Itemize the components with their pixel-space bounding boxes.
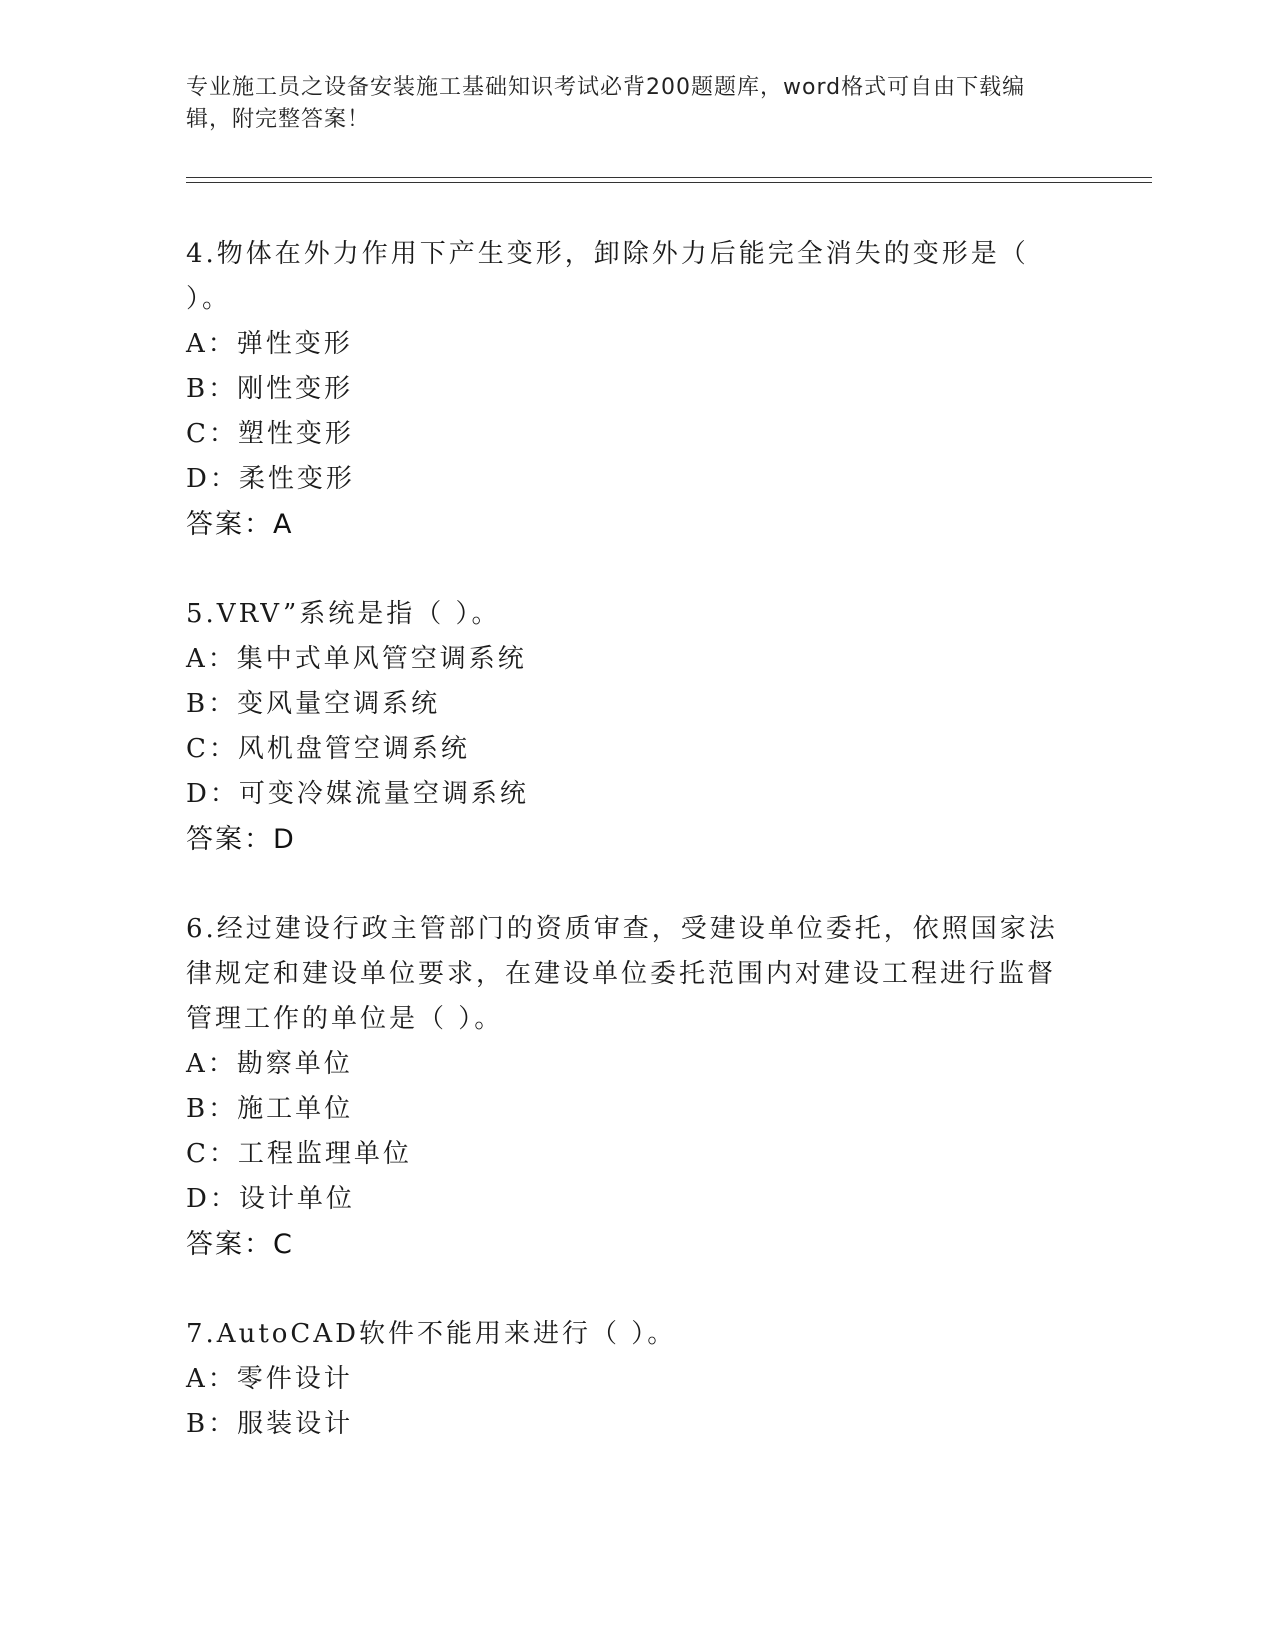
question-text: 4.物体在外力作用下产生变形，卸除外力后能完全消失的变形是（ ）。 — [186, 239, 1029, 314]
option-c: C：工程监理单位 — [186, 1139, 412, 1169]
option-b: B：变风量空调系统 — [186, 689, 441, 719]
document-header: 专业施工员之设备安装施工基础知识考试必背200题题库，word格式可自由下载编辑，附完整答案！ — [186, 75, 1026, 132]
option-a: A：弹性变形 — [186, 329, 353, 359]
option-d: D：柔性变形 — [186, 464, 355, 494]
question-text: 7.AutoCAD软件不能用来进行（ ）。 — [186, 1319, 677, 1349]
option-d: D：设计单位 — [186, 1184, 355, 1214]
header-divider-top — [186, 177, 1152, 178]
header-divider-bottom — [186, 182, 1152, 183]
option-b: B：服装设计 — [186, 1409, 354, 1439]
option-c: C：风机盘管空调系统 — [186, 734, 470, 764]
answer-line: 答案：C — [186, 1229, 294, 1260]
option-d: D：可变冷媒流量空调系统 — [186, 779, 529, 809]
question-7 — [186, 1312, 1066, 1447]
option-c: C：塑性变形 — [186, 419, 354, 449]
question-5 — [186, 592, 1066, 863]
question-6 — [186, 907, 1066, 1268]
option-b: B：施工单位 — [186, 1094, 354, 1124]
question-text: 6.经过建设行政主管部门的资质审查，受建设单位委托，依照国家法律规定和建设单位要求，在建设单位委托范围内对建设工程进行监督管理工作的单位是（ ）。 — [186, 914, 1058, 1034]
option-a: A：集中式单风管空调系统 — [186, 644, 527, 674]
answer-line: 答案：D — [186, 824, 296, 855]
question-text: 5.VRV”系统是指（ ）。 — [186, 599, 501, 629]
question-list — [186, 232, 1066, 1491]
answer-line: 答案：A — [186, 509, 294, 540]
option-b: B：刚性变形 — [186, 374, 354, 404]
option-a: A：零件设计 — [186, 1364, 353, 1394]
option-a: A：勘察单位 — [186, 1049, 353, 1079]
question-4 — [186, 232, 1066, 548]
